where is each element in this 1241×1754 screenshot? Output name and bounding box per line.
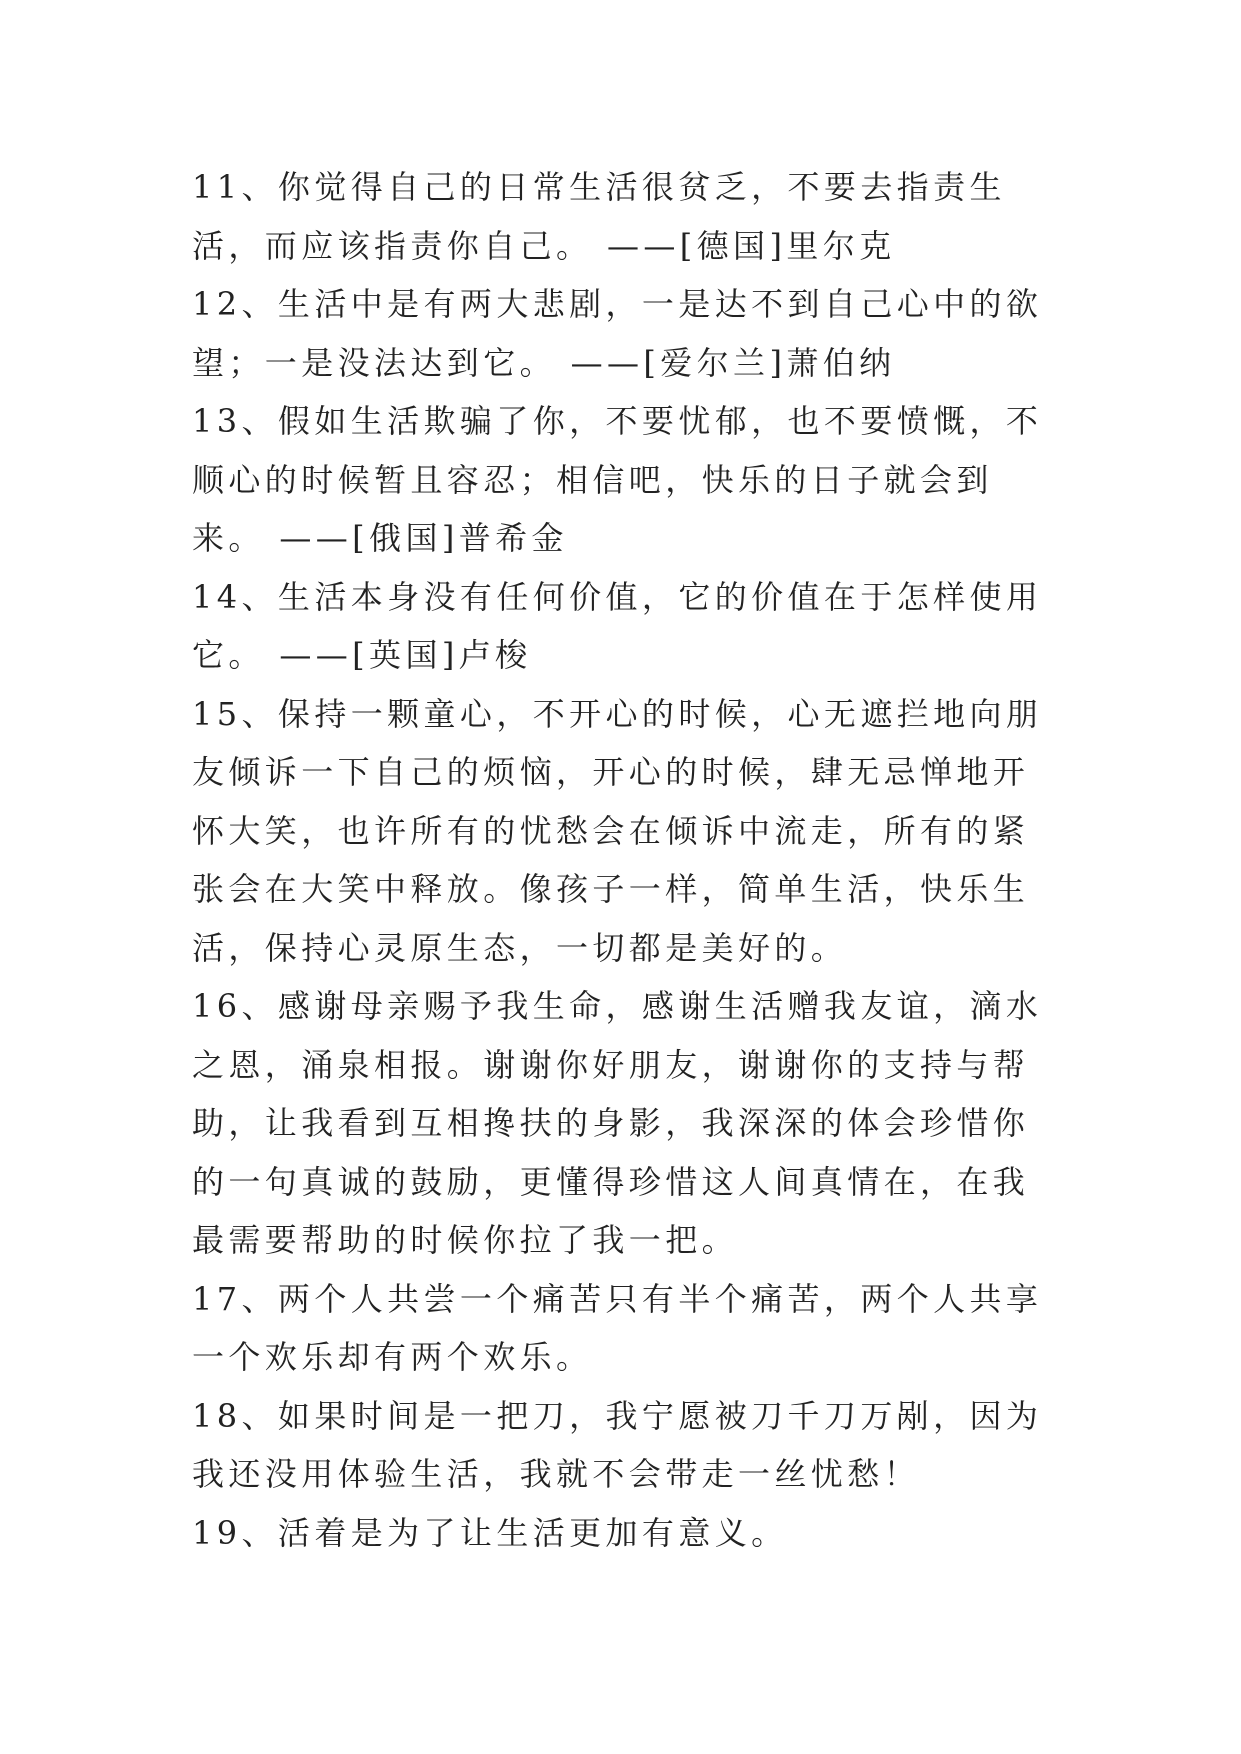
quote-entry-15: 15、保持一颗童心，不开心的时候，心无遮拦地向朋友倾诉一下自己的烦恼，开心的时候，肆无忌惮地开怀大笑，也许所有的忧愁会在倾诉中流走，所有的紧张会在大笑中释放。像孩子一样，简单生活，快乐生活，保持心灵原生态，一切都是美好的。 [192,694,1043,967]
quote-entry-13: 13、假如生活欺骗了你，不要忧郁，也不要愤慨，不顺心的时候暂且容忍；相信吧，快乐的日子就会到来。 ——[俄国]普希金 [192,402,1043,557]
quote-entry-14: 14、生活本身没有任何价值，它的价值在于怎样使用它。 ——[英国]卢梭 [192,577,1043,674]
quote-list [192,158,1064,1562]
quote-entry-11: 11、你觉得自己的日常生活很贫乏，不要去指责生活，而应该指责你自己。 ——[德国]里尔克 [192,168,1006,265]
quote-entry-18: 18、如果时间是一把刀，我宁愿被刀千刀万剐，因为我还没用体验生活，我就不会带走一丝忧愁！ [192,1396,1043,1493]
quote-entry-16: 16、感谢母亲赐予我生命，感谢生活赠我友谊，滴水之恩，涌泉相报。谢谢你好朋友，谢谢你的支持与帮助，让我看到互相搀扶的身影，我深深的体会珍惜你的一句真诚的鼓励，更懂得珍惜这人间真情在，在我最需要帮助的时候你拉了我一把。 [192,987,1043,1259]
quote-entry-17: 17、两个人共尝一个痛苦只有半个痛苦，两个人共享一个欢乐却有两个欢乐。 [192,1279,1043,1376]
quote-entry-12: 12、生活中是有两大悲剧，一是达不到自己心中的欲望；一是没法达到它。 ——[爱尔兰]萧伯纳 [192,285,1043,382]
quote-entry-19: 19、活着是为了让生活更加有意义。 [192,1513,788,1552]
